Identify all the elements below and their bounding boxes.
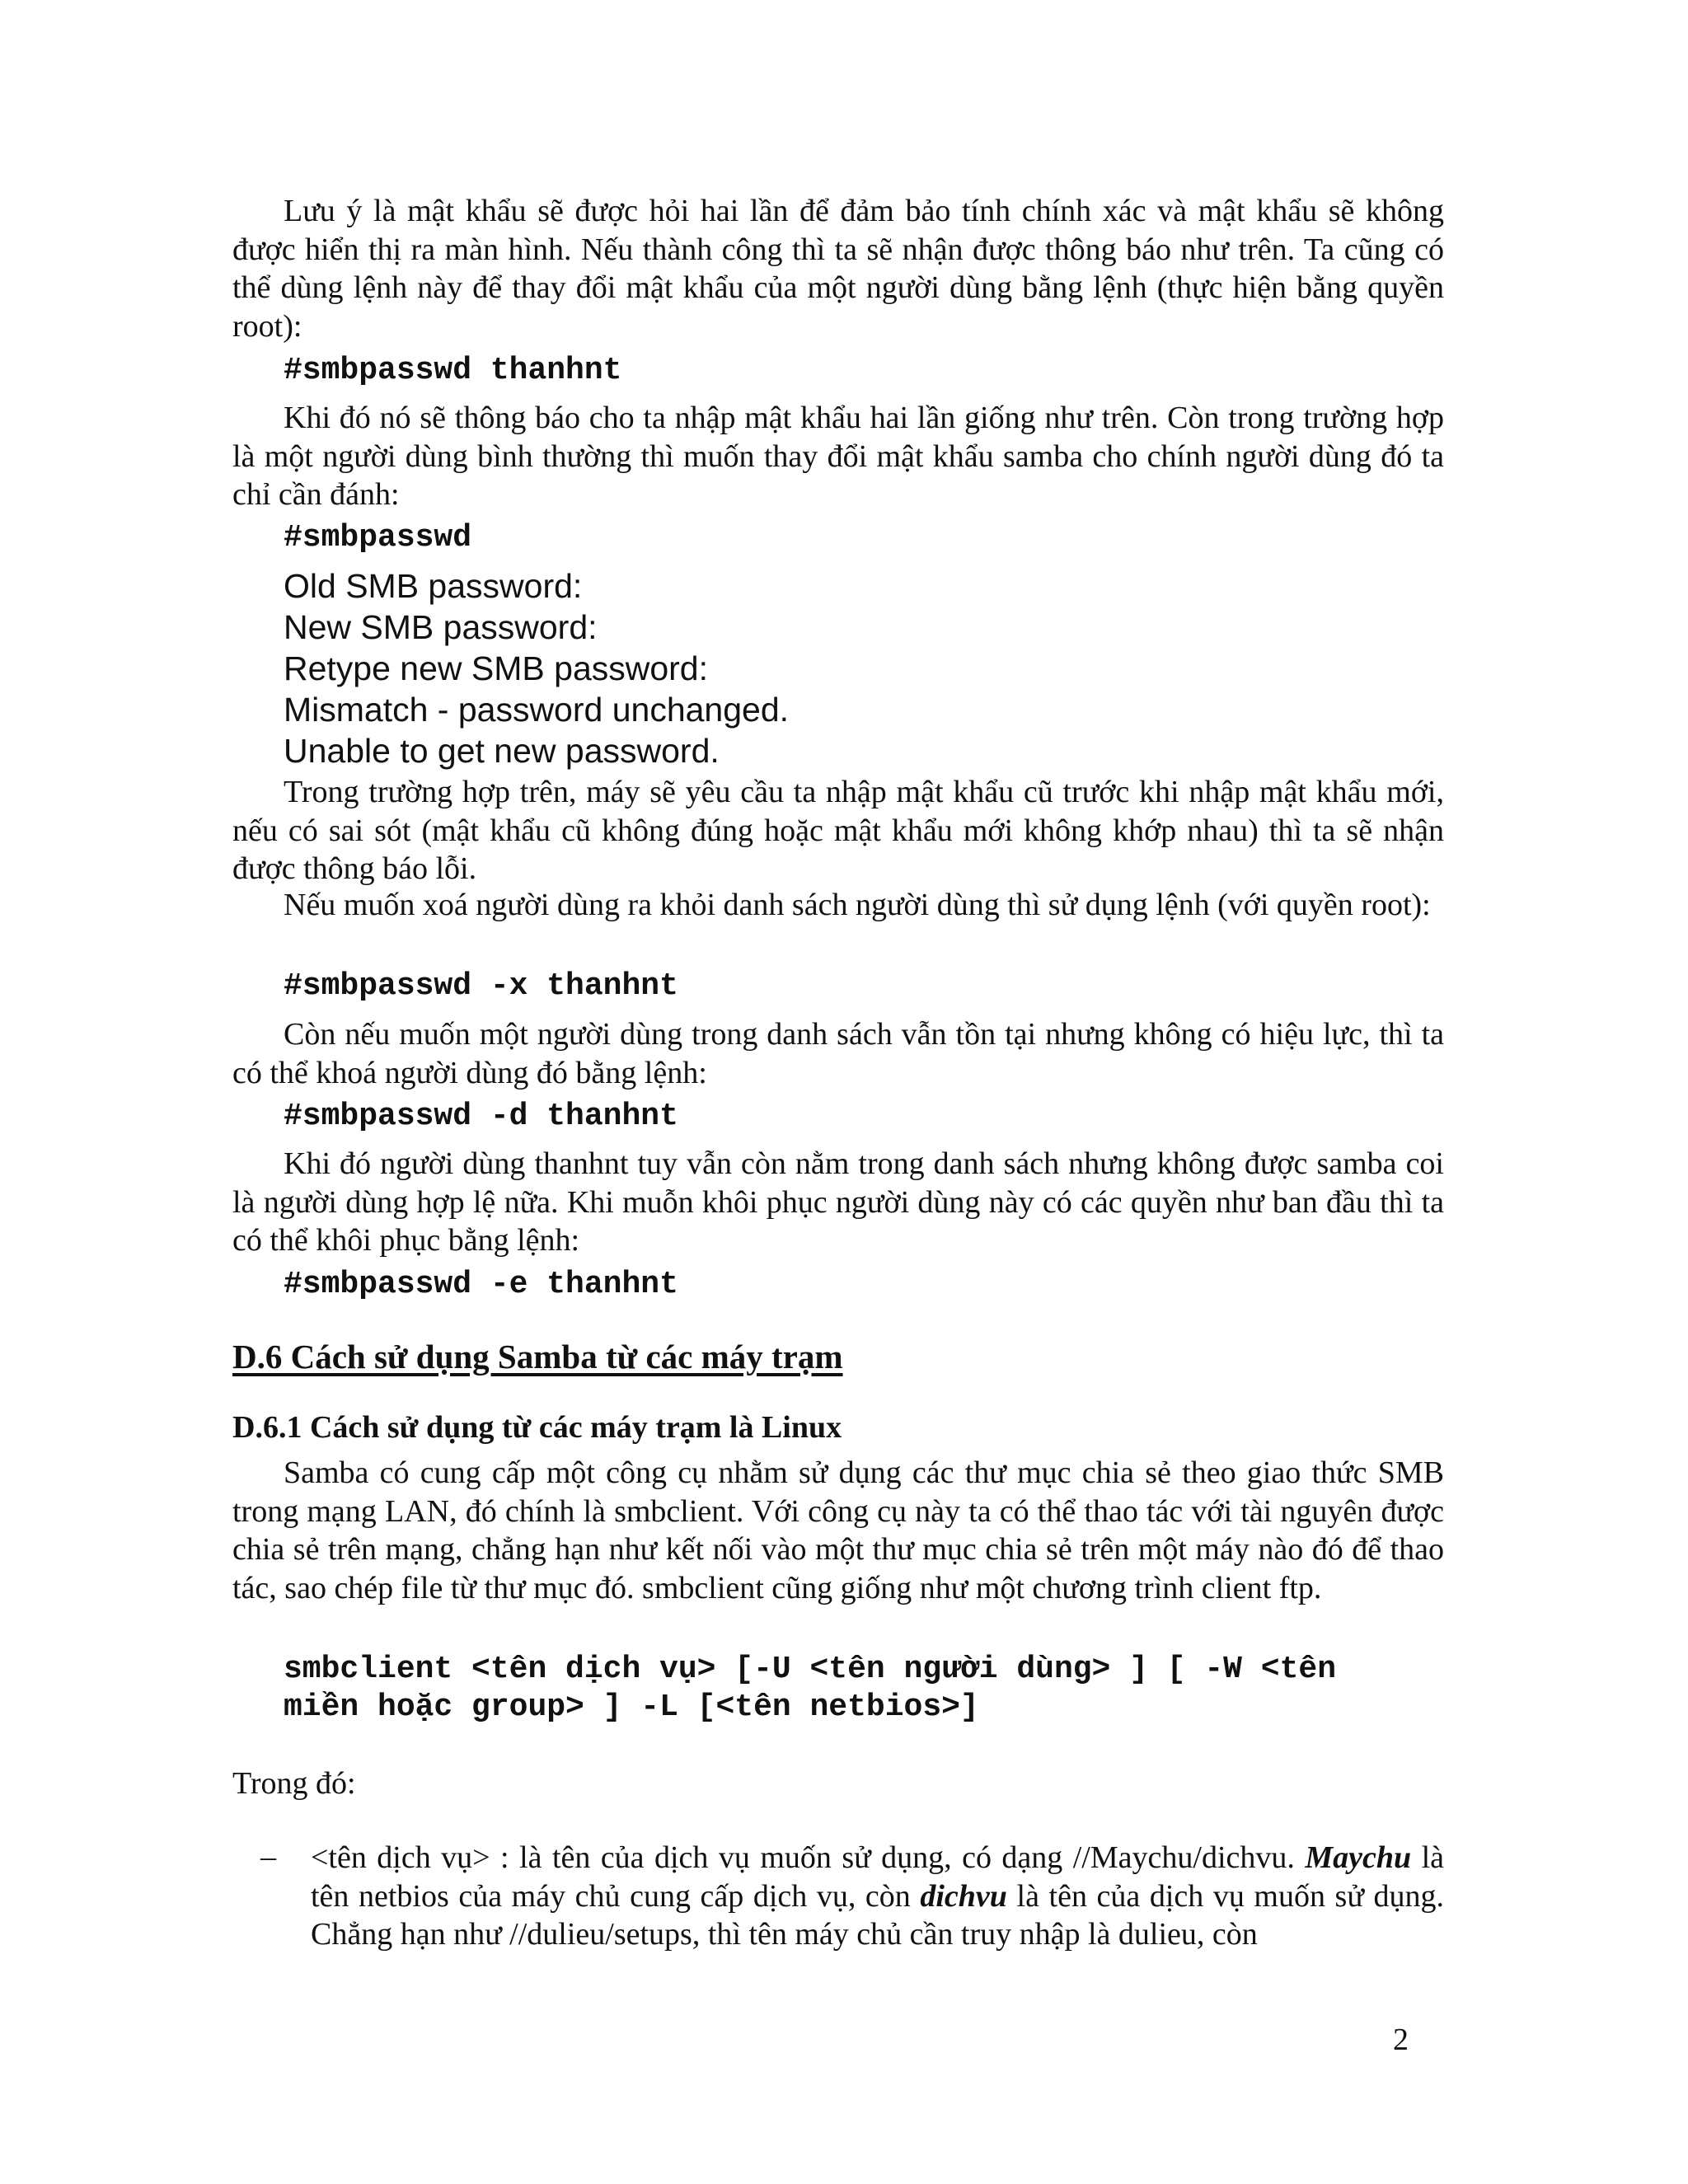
command-line: #smbpasswd -d thanhnt — [284, 1099, 678, 1134]
paragraph-text: Samba có cung cấp một công cụ nhằm sử dụng các thư mục chia sẻ theo giao thức SMB trong mạng LAN, đó chính là smbclient. Với công cụ này ta có thể thao tác với tài nguyên được chia sẻ trên mạng, chẳng hạn như kết nối vào một thư mục chia sẻ trên một máy nào đó để thao tác, sao chép file từ thư mục đó. smbclient cũng giống như một chương trình client ftp. — [232, 1455, 1444, 1605]
paragraph — [232, 1015, 1444, 1092]
paragraph — [232, 1145, 1444, 1260]
bullet-text-part: là tên của dịch vụ muốn sử dụng. Chẳng hạn như //dulieu/setups, thì tên máy chủ cần truy nhập là dulieu, còn — [311, 1878, 1444, 1952]
paragraph-text: Còn nếu muốn một người dùng trong danh sách vẫn tồn tại nhưng không có hiệu lực, thì ta có thể khoá người dùng đó bằng lệnh: — [232, 1017, 1444, 1090]
output-line: Retype new SMB password: — [284, 649, 709, 687]
output-line: Mismatch - password unchanged. — [284, 691, 790, 729]
paragraph — [232, 886, 1444, 925]
section-heading: D.6 Cách sử dụng Samba từ các máy trạm — [232, 1338, 843, 1376]
subsection-heading: D.6.1 Cách sử dụng từ các máy trạm là Linux — [232, 1410, 842, 1445]
paragraph-text: Khi đó người dùng thanhnt tuy vẫn còn nằm trong danh sách nhưng không được samba coi là người dùng hợp lệ nữa. Khi muỗn khôi phục người dùng này có các quyền như ban đầu thì ta có thể khôi phục bằng lệnh: — [232, 1146, 1444, 1258]
trong-do-label: Trong đó: — [232, 1766, 356, 1801]
output-line: New SMB password: — [284, 608, 598, 646]
output-line: Unable to get new password. — [284, 732, 720, 770]
bullet-emphasis: Maychu — [1305, 1840, 1412, 1875]
paragraph-text: Khi đó nó sẽ thông báo cho ta nhập mật khẩu hai lần giống như trên. Còn trong trường hợp là một người dùng bình thường thì muốn thay đổi mật khẩu samba cho chính người dùng đó ta chỉ cần đánh: — [232, 401, 1444, 512]
paragraph — [232, 192, 1444, 345]
bullet-text-part: là tên netbios của máy chủ cung cấp dịch vụ, còn — [311, 1840, 1444, 1914]
command-line: #smbpasswd -x thanhnt — [284, 968, 678, 1004]
paragraph-text: Lưu ý là mật khẩu sẽ được hỏi hai lần để đảm bảo tính chính xác và mật khẩu sẽ không được hiển thị ra màn hình. Nếu thành công thì ta sẽ nhận được thông báo như trên. Ta cũng có thể dùng lệnh này để thay đổi mật khẩu của một người dùng bằng lệnh (thực hiện bằng quyền root): — [232, 194, 1444, 344]
paragraph — [232, 1454, 1444, 1607]
bullet-text-part: <tên dịch vụ> : là tên của dịch vụ muốn sử dụng, có dạng //Maychu/dichvu. — [311, 1840, 1306, 1875]
command-line: #smbpasswd -e thanhnt — [284, 1267, 678, 1302]
bullet-dash: – — [260, 1840, 276, 1874]
bullet-item — [311, 1839, 1444, 1954]
output-line: Old SMB password: — [284, 567, 583, 605]
command-line: #smbpasswd — [284, 520, 472, 555]
paragraph — [232, 773, 1444, 888]
command-line: smbclient <tên dịch vụ> [-U <tên người dùng> ] [ -W <tên — [284, 1652, 1337, 1687]
page-number: 2 — [1393, 2022, 1409, 2057]
bullet-emphasis: dichvu — [920, 1878, 1007, 1914]
paragraph — [232, 399, 1444, 514]
command-line: #smbpasswd thanhnt — [284, 353, 622, 388]
paragraph-text: Trong trường hợp trên, máy sẽ yêu cầu ta nhập mật khẩu cũ trước khi nhập mật khẩu mới, nếu có sai sót (mật khẩu cũ không đúng hoặc mật khẩu mới không khớp nhau) thì ta sẽ nhận được thông báo lỗi. — [232, 775, 1444, 886]
command-line: miền hoặc group> ] -L [<tên netbios>] — [284, 1690, 979, 1725]
paragraph-text: Nếu muốn xoá người dùng ra khỏi danh sách người dùng thì sử dụng lệnh (với quyền root): — [284, 888, 1431, 922]
